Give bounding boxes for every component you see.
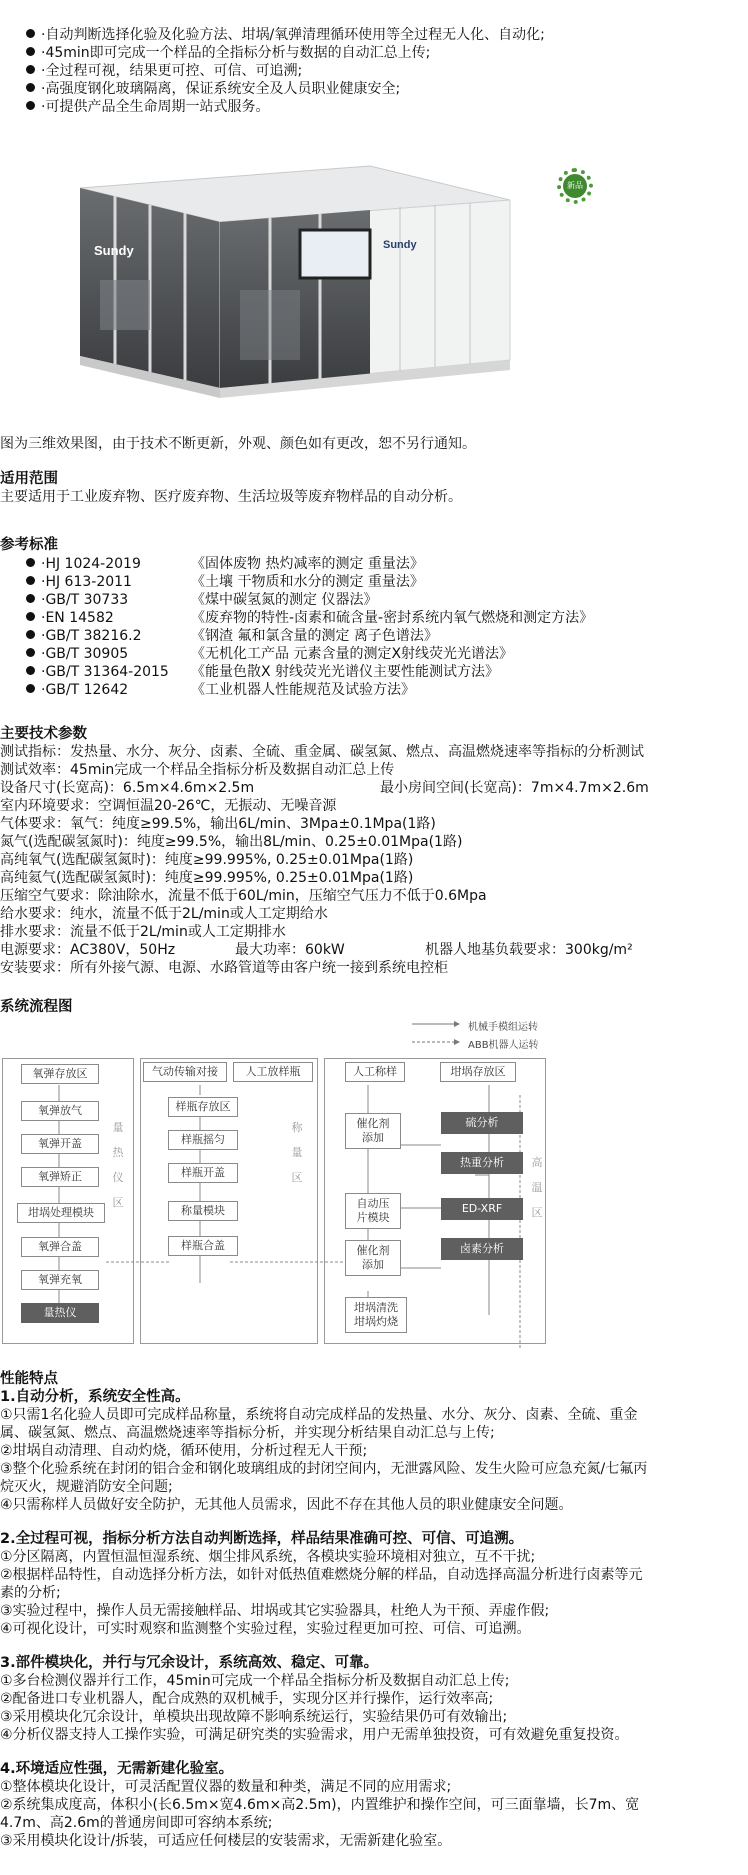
flow-box-bomb-close: 氧弹合盖	[21, 1237, 99, 1257]
intro-bullet	[26, 98, 269, 116]
standard-item	[26, 663, 499, 681]
intro-bullet-text: ·可提供产品全生命周期一站式服务。	[41, 99, 270, 115]
spec-line: 高纯氦气(选配碳氢氮时)：纯度≥99.995%, 0.25±0.01Mpa(1路)	[0, 870, 414, 886]
spec-line: 给水要求：纯水，流量不低于2L/min或人工定期给水	[0, 906, 328, 922]
bullet-dot-icon	[26, 612, 35, 621]
feature-title: 2.全过程可视，指标分析方法自动判断选择，样品结果准确可控、可信、可追溯。	[0, 1531, 524, 1547]
feature-title: 3.部件模块化，并行与冗余设计，系统高效、稳定、可靠。	[0, 1655, 379, 1671]
flow-box-weigh-module: 称量模块	[168, 1201, 238, 1221]
standard-code: ·GB/T 30733	[41, 592, 129, 608]
product-render-image	[40, 160, 580, 420]
intro-bullet	[26, 80, 400, 98]
flow-box-crucible-storage: 坩埚存放区	[440, 1062, 516, 1082]
standard-item	[26, 627, 438, 645]
standard-code: ·GB/T 30905	[41, 646, 129, 662]
flow-box-press	[345, 1193, 401, 1229]
flow-box-bomb-open: 氧弹开盖	[21, 1134, 99, 1154]
bullet-dot-icon	[26, 684, 35, 693]
spec-line: 安装要求：所有外接气源、电源、水路管道等由客户统一接到系统电控柜	[0, 960, 448, 976]
bullet-dot-icon	[26, 576, 35, 585]
scope-text: 主要适用于工业废弃物、医疗废弃物、生活垃圾等废弃物样品的自动分析。	[0, 489, 462, 505]
flow-box-bomb-oxygen: 氧弹充氧	[21, 1270, 99, 1290]
feature-line: 属、碳氢氮、燃点、高温燃烧速率等指标分析，并实现分析结果自动汇总与上传;	[0, 1425, 495, 1441]
bullet-dot-icon	[26, 648, 35, 657]
brand-left-text: Sundy	[94, 243, 134, 258]
bullet-dot-icon	[26, 47, 35, 56]
flow-box-text: 坩埚清洗	[354, 1301, 398, 1314]
flow-box-calorimeter: 量热仪	[21, 1303, 99, 1323]
feature-line: ①分区隔离，内置恒温恒湿系统、烟尘排风系统，各模块实验环境相对独立，互不干扰;	[0, 1549, 536, 1565]
intro-bullet	[26, 26, 545, 44]
features-heading: 性能特点	[0, 1371, 58, 1387]
bullet-dot-icon	[26, 630, 35, 639]
feature-line: ①多台检测仪器并行工作，45min可完成一个样品全指标分析及数据自动汇总上传;	[0, 1673, 510, 1689]
flow-box-text: 添加	[362, 1131, 384, 1144]
spec-line: 高纯氧气(选配碳氢氮时)：纯度≥99.995%, 0.25±0.01Mpa(1路)	[0, 852, 414, 868]
bullet-dot-icon	[26, 101, 35, 110]
image-caption: 图为三维效果图，由于技术不断更新，外观、颜色如有更改，恕不另行通知。	[0, 436, 476, 452]
standard-item	[26, 681, 415, 699]
standard-name: 《土壤 干物质和水分的测定 重量法》	[191, 574, 424, 590]
legend-abb: ABB机器人运转	[468, 1040, 539, 1051]
flow-box-catalyst-1	[345, 1113, 401, 1149]
spec-line: 气体要求：氧气：纯度≥99.5%，输出6L/min、3Mpa±0.1Mpa(1路)	[0, 816, 436, 832]
zone-label-high-temp: 高温区	[531, 1156, 543, 1219]
flow-box-halogen-analysis: 卤素分析	[441, 1238, 523, 1260]
flow-box-bottle-shake: 样瓶摇匀	[168, 1130, 238, 1150]
flow-box-crucible-clean	[345, 1297, 407, 1333]
spec-line: 室内环境要求：空调恒温20-26℃，无振动、无噪音源	[0, 798, 337, 814]
spec-floor-load: 机器人地基负载要求：300kg/m²	[425, 942, 633, 958]
bullet-dot-icon	[26, 666, 35, 675]
standards-heading: 参考标准	[0, 537, 58, 553]
badge-label: 新品	[563, 174, 587, 198]
standard-code: ·EN 14582	[41, 610, 114, 626]
feature-line: ①整体模块化设计，可灵活配置仪器的数量和种类，满足不同的应用需求;	[0, 1779, 452, 1795]
flow-legend-arrows	[410, 1016, 462, 1050]
feature-line: ②系统集成度高，体积小(长6.5m×宽4.6m×高2.5m)，内置维护和操作空间，可三面靠墙，长7m、宽	[0, 1797, 640, 1813]
zone-label-calorimeter: 量热仪区	[112, 1121, 124, 1209]
brand-right-text: Sundy	[383, 239, 417, 251]
feature-line: ④只需称样人员做好安全防护，无其他人员需求，因此不存在其他人员的职业健康安全问题。	[0, 1497, 573, 1513]
feature-line: ②根据样品特性，自动选择分析方法，如针对低热值难燃烧分解的样品，自动选择高温分析进行卤素等元	[0, 1567, 643, 1583]
standard-name: 《固体废物 热灼减率的测定 重量法》	[191, 556, 424, 572]
standard-code: ·GB/T 38216.2	[41, 628, 142, 644]
flow-box-bottle-open: 样瓶开盖	[168, 1163, 238, 1183]
flow-box-text: 自动压	[356, 1197, 390, 1210]
standard-name: 《钢渣 氟和氯含量的测定 离子色谱法》	[191, 628, 438, 644]
standard-item	[26, 609, 593, 627]
spec-line: 测试效率：45min完成一个样品全指标分析及数据自动汇总上传	[0, 762, 395, 778]
bullet-dot-icon	[26, 558, 35, 567]
intro-bullet	[26, 62, 302, 80]
flow-box-manual-bottle: 人工放样瓶	[233, 1062, 313, 1082]
spec-line: 设备尺寸(长宽高)：6.5m×4.6m×2.5m	[0, 780, 255, 796]
standard-code: ·GB/T 12642	[41, 682, 129, 698]
spec-max-power: 最大功率：60kW	[235, 942, 345, 958]
standard-item	[26, 573, 424, 591]
bullet-dot-icon	[26, 29, 35, 38]
bullet-dot-icon	[26, 83, 35, 92]
standard-code: ·GB/T 31364-2015	[41, 664, 169, 680]
flow-box-text: 添加	[362, 1258, 384, 1271]
flow-box-manual-weigh: 人工称样	[345, 1062, 405, 1082]
feature-line: ③实验过程中，操作人员无需接触样品、坩埚或其它实验器具，杜绝人为干预、弄虚作假;	[0, 1603, 550, 1619]
spec-line: 电源要求：AC380V，50Hz	[0, 942, 176, 958]
standard-item	[26, 591, 377, 609]
feature-line: ③采用模块化冗余设计，单模块出现故障不影响系统运行，实验结果仍可有效输出;	[0, 1709, 508, 1725]
flow-box-catalyst-2	[345, 1240, 401, 1276]
new-product-badge	[557, 168, 593, 204]
standard-name: 《煤中碳氢氮的测定 仪器法》	[191, 592, 378, 608]
flow-box-bomb-storage: 氧弹存放区	[21, 1064, 99, 1084]
flow-box-text: 坩埚灼烧	[354, 1315, 398, 1328]
spec-line: 压缩空气要求：除油除水，流量不低于60L/min，压缩空气压力不低于0.6Mpa	[0, 888, 487, 904]
standard-item	[26, 645, 513, 663]
feature-title: 4.环境适应性强，无需新建化验室。	[0, 1761, 234, 1777]
feature-line: ①只需1名化验人员即可完成样品称量，系统将自动完成样品的发热量、水分、灰分、卤素、全硫、重金	[0, 1407, 638, 1423]
standard-code: ·HJ 613-2011	[41, 574, 132, 590]
standard-name: 《废弃物的特性-卤素和硫含量-密封系统内氧气燃烧和测定方法》	[191, 610, 594, 626]
legend-gripper: 机械手模组运转	[468, 1022, 538, 1033]
standard-name: 《能量色散X 射线荧光光谱仪主要性能测试方法》	[191, 664, 500, 680]
flow-box-bottle-storage: 样瓶存放区	[168, 1097, 238, 1117]
zone-label-weighing: 称量区	[291, 1121, 303, 1184]
flow-box-bomb-deflate: 氧弹放气	[21, 1101, 99, 1121]
spec-min-room: 最小房间空间(长宽高)：7m×4.7m×2.6m	[380, 780, 649, 796]
feature-line: 4.7m、高2.6m的普通房间即可容纳本系统;	[0, 1815, 273, 1831]
flow-box-bottle-close: 样瓶合盖	[168, 1236, 238, 1256]
feature-line: ④可视化设计，可实时观察和监测整个实验过程，实验过程更加可控、可信、可追溯。	[0, 1621, 531, 1637]
flow-box-pneumatic: 气动传输对接	[143, 1062, 227, 1082]
flow-box-text: 催化剂	[356, 1244, 390, 1257]
specs-heading: 主要技术参数	[0, 726, 87, 742]
bullet-dot-icon	[26, 65, 35, 74]
flow-box-bomb-correct: 氧弹矫正	[21, 1167, 99, 1187]
spec-line: 测试指标：发热量、水分、灰分、卤素、全硫、重金属、碳氢氮、燃点、高温燃烧速率等指标的分析测试	[0, 744, 644, 760]
spec-line: 排水要求：流量不低于2L/min或人工定期排水	[0, 924, 286, 940]
feature-line: 烷灭火，规避消防安全问题;	[0, 1479, 173, 1495]
intro-bullet-text: ·高强度钢化玻璃隔离，保证系统安全及人员职业健康安全;	[41, 81, 401, 97]
standard-code: ·HJ 1024-2019	[41, 556, 141, 572]
flow-box-crucible-module: 坩埚处理模块	[17, 1203, 105, 1223]
intro-bullet-text: ·自动判断选择化验及化验方法、坩埚/氧弹清理循环使用等全过程无人化、自动化;	[41, 27, 545, 43]
flow-box-sulfur-analysis: 硫分析	[441, 1112, 523, 1134]
feature-line: ②配备进口专业机器人，配合成熟的双机械手，实现分区并行操作，运行效率高;	[0, 1691, 494, 1707]
intro-bullet-text: ·45min即可完成一个样品的全指标分析与数据的自动汇总上传;	[41, 45, 431, 61]
feature-line: ④分析仪器支持人工操作实验，可满足研究类的实验需求，用户无需单独投资，可有效避免重复投资。	[0, 1727, 629, 1743]
spec-line: 氮气(选配碳氢氮时)：纯度≥99.5%，输出8L/min、0.25±0.01Mpa(1路)	[0, 834, 463, 850]
standard-name: 《无机化工产品 元素含量的测定X射线荧光光谱法》	[191, 646, 514, 662]
flow-box-tga: 热重分析	[441, 1152, 523, 1174]
standard-item	[26, 555, 424, 573]
feature-line: ③整个化验系统在封闭的铝合金和钢化玻璃组成的封闭空间内，无泄露风险、发生火险可应急充氮/七氟丙	[0, 1461, 648, 1477]
intro-bullet	[26, 44, 430, 62]
feature-line: ③采用模块化设计/拆装，可适应任何楼层的安装需求，无需新建化验室。	[0, 1833, 452, 1849]
flow-box-text: 片模块	[356, 1211, 390, 1224]
standard-name: 《工业机器人性能规范及试验方法》	[191, 682, 415, 698]
scope-heading: 适用范围	[0, 471, 58, 487]
bullet-dot-icon	[26, 594, 35, 603]
flow-heading: 系统流程图	[0, 999, 73, 1015]
flow-box-edxrf: ED-XRF	[441, 1198, 523, 1220]
feature-line: ②坩埚自动清理、自动灼烧，循环使用，分析过程无人干预;	[0, 1443, 368, 1459]
intro-bullet-text: ·全过程可视，结果更可控、可信、可追溯;	[41, 63, 303, 79]
feature-title: 1.自动分析，系统安全性高。	[0, 1389, 190, 1405]
flow-box-text: 催化剂	[356, 1117, 390, 1130]
feature-line: 素的分析;	[0, 1585, 61, 1601]
